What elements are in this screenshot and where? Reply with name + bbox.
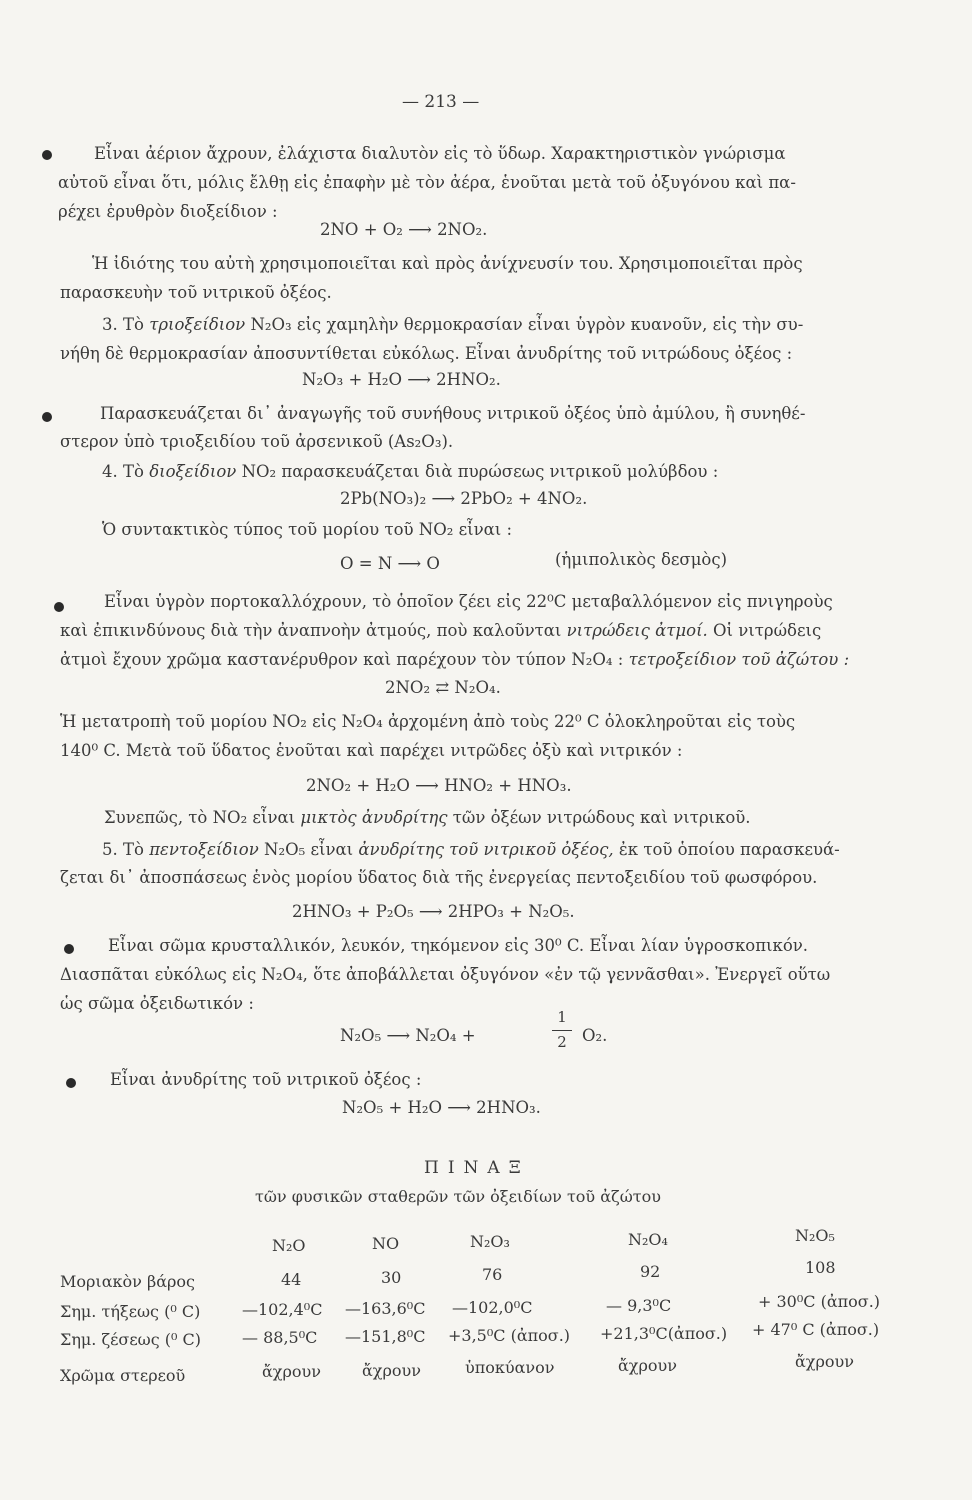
text-line (104, 808, 751, 828)
bullet-dot-icon (54, 602, 64, 612)
text-fragment: ἐκ τοῦ ὁποίου παρασκευά- (618, 840, 840, 859)
text-line: νήθη δὲ θερμοκρασίαν ἀποσυντίθεται εὐκόλως. Εἶναι ἀνυδρίτης τοῦ νιτρώδους ὀξέος : (60, 344, 793, 363)
text-line: Εἶναι ἀέριον ἄχρουν, ἐλάχιστα διαλυτὸν εἰς τὸ ὕδωρ. Χαρακτηριστικὸν γνώρισμα (94, 144, 786, 163)
section-heading (102, 462, 718, 482)
row-label: Σημ. ζέσεως (⁰ C) (60, 1330, 201, 1349)
equation: O = N ⟶ O (340, 554, 440, 573)
bullet-dot-icon (66, 1078, 76, 1088)
fraction-numerator: 1 (557, 1008, 567, 1026)
column-header: N₂O₄ (628, 1230, 668, 1249)
term-italic: νιτρώδεις ἀτμοί. (566, 621, 708, 640)
text-line: ὡς σῶμα ὀξειδωτικόν : (60, 994, 254, 1013)
text-line: Εἶναι ὑγρὸν πορτοκαλλόχρουν, τὸ ὁποῖον ζέει εἰς 22⁰C μεταβαλλόμενον εἰς πνιγηροὺς (104, 592, 833, 611)
table-cell: ἄχρουν (262, 1362, 321, 1381)
equation: 2Pb(NO₃)₂ ⟶ 2PbO₂ + 4NO₂. (340, 489, 588, 508)
text-line: Ἡ μετατροπὴ τοῦ μορίου NO₂ εἰς N₂O₄ ἀρχομένη ἀπὸ τοὺς 22⁰ C ὁλοκληροῦται εἰς τοὺς (60, 712, 796, 731)
text-line: Παρασκευάζεται δι᾽ ἀναγωγῆς τοῦ συνήθους νιτρικοῦ ὀξέος ὑπὸ ἀμύλου, ἢ συνηθέ- (100, 404, 806, 423)
text-line: Διασπᾶται εὐκόλως εἰς N₂O₄, ὅτε ἀποβάλλεται ὀξυγόνον «ἐν τῷ γεννᾶσθαι». Ἐνεργεῖ οὕτω (60, 965, 831, 984)
equation: 2NO₂ ⇄ N₂O₄. (385, 678, 501, 697)
bullet-dot-icon (42, 412, 52, 422)
text-line (60, 650, 849, 670)
equation: N₂O₅ ⟶ N₂O₄ + (340, 1026, 476, 1045)
term-italic: τριοξείδιον (149, 315, 246, 334)
equation: O₂. (582, 1026, 608, 1045)
fraction-bar (552, 1030, 572, 1031)
text-line: Ὁ συντακτικὸς τύπος τοῦ μορίου τοῦ NO₂ εἶναι : (102, 520, 513, 539)
term-italic: ἀνυδρίτης τοῦ νιτρικοῦ ὀξέος, (358, 840, 614, 859)
text-fragment: καὶ ἐπικινδύνους διὰ τὴν ἀναπνοὴν ἀτμούς, ποὺ καλοῦνται (60, 621, 562, 640)
equation: N₂O₅ + H₂O ⟶ 2HNO₃. (342, 1098, 541, 1117)
table-cell: + 47⁰ C (ἀποσ.) (752, 1320, 880, 1339)
table-cell: —102,0⁰C (452, 1298, 533, 1317)
text-line: Εἶναι σῶμα κρυσταλλικόν, λευκόν, τηκόμενον εἰς 30⁰ C. Εἶναι λίαν ὑγροσκοπικόν. (108, 936, 809, 955)
text-line: αὐτοῦ εἶναι ὅτι, μόλις ἔλθῃ εἰς ἐπαφὴν μὲ τὸν ἀέρα, ἑνοῦται μετὰ τοῦ ὀξυγόνου καὶ πα- (58, 173, 796, 192)
table-cell: 44 (281, 1270, 302, 1289)
fraction-denominator: 2 (557, 1033, 567, 1051)
page-number: — 213 — (402, 92, 480, 112)
text-fragment: N₂O₅ εἶναι (264, 840, 354, 859)
column-header: N₂O₅ (795, 1226, 835, 1245)
table-title: ΠΙΝΑΞ (424, 1158, 530, 1178)
term-italic: τετροξείδιον τοῦ ἀζώτου : (628, 650, 850, 669)
table-cell: ὑποκύανον (465, 1358, 555, 1377)
table-cell: +21,3⁰C(ἀποσ.) (600, 1324, 728, 1343)
text-fragment: NO₂ παρασκευάζεται διὰ πυρώσεως νιτρικοῦ μολύβδου : (241, 462, 719, 481)
section-number: 4. Τὸ (102, 462, 144, 481)
equation: 2NO + O₂ ⟶ 2NO₂. (320, 220, 488, 239)
text-line: (ἡμιπολικὸς δεσμὸς) (555, 550, 728, 569)
table-cell: —151,8⁰C (345, 1327, 426, 1346)
table-cell: +3,5⁰C (ἀποσ.) (448, 1326, 571, 1345)
section-heading (102, 315, 803, 335)
table-cell: 108 (805, 1258, 836, 1277)
column-header: N₂O₃ (470, 1232, 510, 1251)
table-subtitle: τῶν φυσικῶν σταθερῶν τῶν ὀξειδίων τοῦ ἀζώτου (255, 1187, 661, 1206)
bullet-dot-icon (64, 944, 74, 954)
text-line (60, 621, 821, 641)
row-label: Σημ. τήξεως (⁰ C) (60, 1302, 201, 1321)
term-italic: μικτὸς ἀνυδρίτης (300, 808, 448, 827)
column-header: N₂O (272, 1236, 306, 1255)
text-line: Ἡ ἰδιότης του αὐτὴ χρησιμοποιεῖται καὶ πρὸς ἀνίχνευσίν του. Χρησιμοποιεῖται πρὸς (92, 254, 803, 273)
section-number: 5. Τὸ (102, 840, 144, 859)
table-cell: + 30⁰C (ἀποσ.) (758, 1292, 881, 1311)
bullet-dot-icon (42, 150, 52, 160)
text-fragment: τῶν ὀξέων νιτρώδους καὶ νιτρικοῦ. (452, 808, 751, 827)
table-cell: ἄχρουν (618, 1356, 677, 1375)
table-cell: —102,4⁰C (242, 1300, 323, 1319)
row-label: Χρῶμα στερεοῦ (60, 1366, 186, 1385)
equation: 2HNO₃ + P₂O₅ ⟶ 2HPO₃ + N₂O₅. (292, 902, 575, 921)
text-fragment: N₂O₃ εἰς χαμηλὴν θερμοκρασίαν εἶναι ὑγρὸν κυανοῦν, εἰς τὴν συ- (250, 315, 804, 334)
table-cell: — 88,5⁰C (242, 1328, 318, 1347)
table-cell: ἄχρουν (362, 1361, 421, 1380)
table-cell: 92 (640, 1262, 661, 1281)
section-heading (102, 840, 840, 860)
term-italic: διοξείδιον (149, 462, 237, 481)
text-line: ρέχει ἐρυθρὸν διοξείδιον : (58, 202, 278, 221)
table-cell: ἄχρουν (795, 1352, 854, 1371)
text-line: ζεται δι᾽ ἀποσπάσεως ἑνὸς μορίου ὕδατος διὰ τῆς ἐνεργείας πεντοξειδίου τοῦ φωσφόρου. (60, 868, 818, 887)
equation: 2NO₂ + H₂O ⟶ HNO₂ + HNO₃. (306, 776, 572, 795)
equation: N₂O₃ + H₂O ⟶ 2HNO₂. (302, 370, 501, 389)
column-header: NO (372, 1234, 400, 1253)
text-line: παρασκευὴν τοῦ νιτρικοῦ ὀξέος. (60, 283, 332, 302)
text-line: Εἶναι ἀνυδρίτης τοῦ νιτρικοῦ ὀξέος : (110, 1070, 422, 1089)
row-label: Μοριακὸν βάρος (60, 1272, 195, 1291)
text-fragment: Οἱ νιτρώδεις (713, 621, 822, 640)
text-line: 140⁰ C. Μετὰ τοῦ ὕδατος ἑνοῦται καὶ παρέχει νιτρῶδες ὀξὺ καὶ νιτρικόν : (60, 741, 683, 760)
text-fragment: Συνεπῶς, τὸ NO₂ εἶναι (104, 808, 296, 827)
term-italic: πεντοξείδιον (149, 840, 259, 859)
table-cell: 30 (381, 1268, 402, 1287)
table-cell: —163,6⁰C (345, 1299, 426, 1318)
text-fragment: ἀτμοὶ ἔχουν χρῶμα καστανέρυθρον καὶ παρέχουν τὸν τύπον N₂O₄ : (60, 650, 624, 669)
table-cell: 76 (482, 1265, 503, 1284)
text-line: στερον ὑπὸ τριοξειδίου τοῦ ἀρσενικοῦ (As₂O₃). (60, 432, 454, 451)
section-number: 3. Τὸ (102, 315, 144, 334)
table-cell: — 9,3⁰C (606, 1296, 672, 1315)
